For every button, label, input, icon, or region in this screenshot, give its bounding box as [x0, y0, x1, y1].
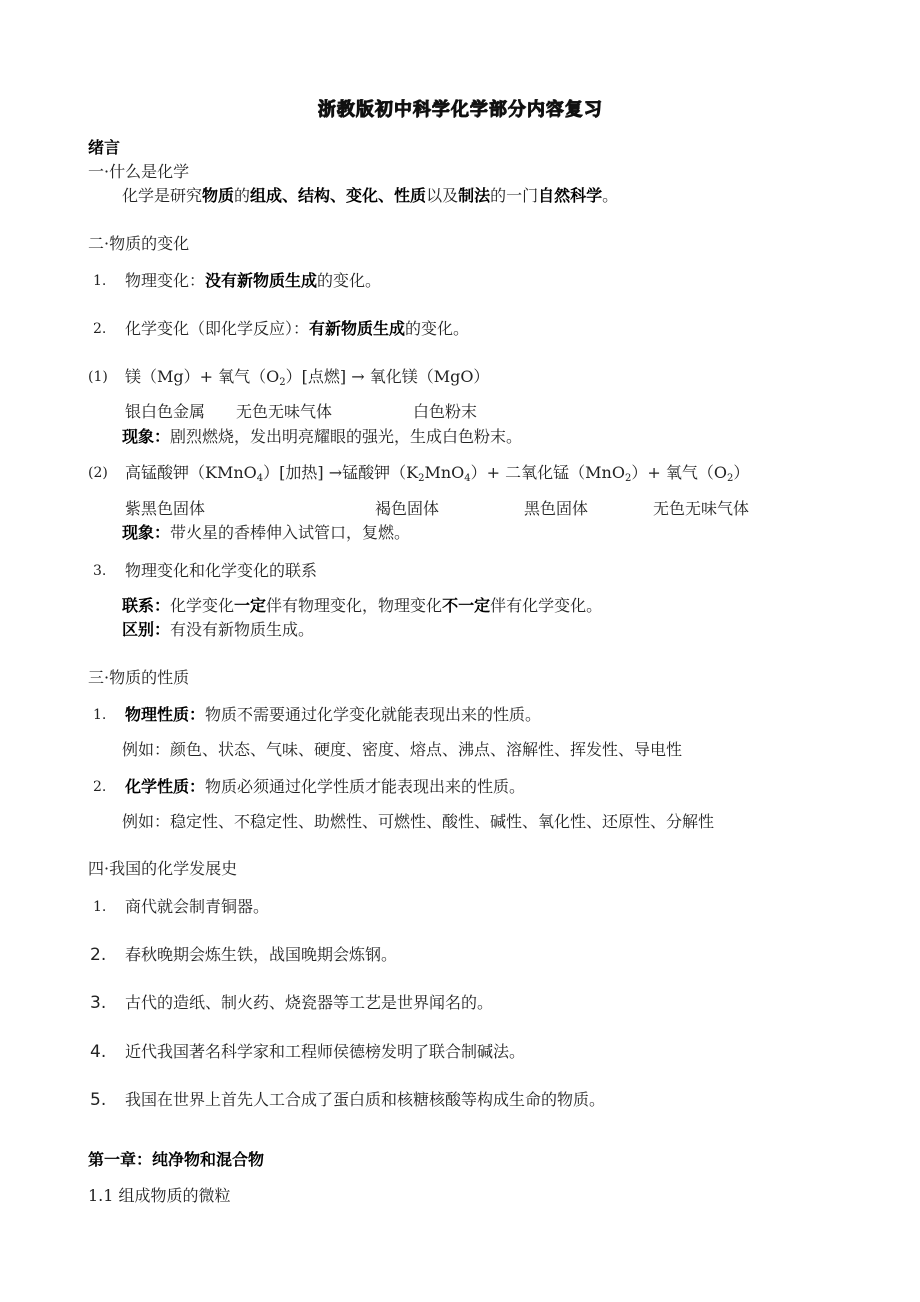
equation-number: (1): [88, 369, 108, 385]
substance-desc: 黑色固体: [524, 499, 589, 518]
reactant-desc: 银白色金属: [125, 402, 206, 421]
history-item: 商代就会制青铜器。: [125, 897, 270, 916]
list-number: 3.: [90, 993, 107, 1013]
list-number: 2.: [93, 779, 107, 795]
reactant-desc: 无色无味气体: [236, 402, 333, 421]
relation-link: 联系：化学变化一定伴有物理变化，物理变化不一定伴有化学变化。: [122, 596, 603, 615]
phenomenon-1: 现象：剧烈燃烧，发出明亮耀眼的强光，生成白色粉末。: [122, 427, 523, 446]
history-item: 我国在世界上首先人工合成了蛋白质和核糖核酸等构成生命的物质。: [125, 1090, 606, 1109]
physical-change-def: 物理变化：没有新物质生成的变化。: [125, 271, 382, 290]
list-number: 1.: [93, 273, 107, 289]
substance-desc: 紫黑色固体: [125, 499, 206, 518]
history-item: 春秋晚期会炼生铁，战国晚期会炼钢。: [125, 945, 398, 964]
section-3-title: 三·物质的性质: [88, 668, 190, 687]
list-number: 1.: [93, 707, 107, 723]
page-title: 浙教版初中科学化学部分内容复习: [317, 99, 603, 120]
substance-desc: 无色无味气体: [653, 499, 750, 518]
section-1-title: 一·什么是化学: [88, 162, 190, 181]
equation-permanganate: 高锰酸钾（KMnO$_4$）[加热] →锰酸钾$(K_2MnO_4)+$ 二氧化锰（MnO$_2$）+ 氧气$(O_2)$: [125, 463, 750, 484]
list-number: 2.: [90, 945, 107, 965]
list-number: 5.: [90, 1090, 107, 1110]
substance-desc: 褐色固体: [375, 499, 440, 518]
list-number: 4.: [90, 1042, 107, 1062]
chapter-1-heading: 第一章：纯净物和混合物: [88, 1150, 265, 1169]
relation-heading: 物理变化和化学变化的联系: [125, 561, 318, 580]
relation-difference: 区别：有没有新物质生成。: [122, 620, 315, 639]
physical-property-def: 物理性质：物质不需要通过化学变化就能表现出来的性质。: [125, 705, 542, 724]
chemical-change-def: 化学变化（即化学反应）：有新物质生成的变化。: [125, 319, 470, 338]
chapter-1-sub-heading: 1.1 组成物质的微粒: [88, 1186, 231, 1205]
list-number: 1.: [93, 899, 107, 915]
product-desc: 白色粉末: [413, 402, 478, 421]
intro-heading: 绪言: [88, 138, 121, 157]
equation-number: (2): [88, 465, 108, 481]
history-item: 近代我国著名科学家和工程师侯德榜发明了联合制碱法。: [125, 1042, 526, 1061]
chemical-property-example: 例如：稳定性、不稳定性、助燃性、可燃性、酸性、碱性、氧化性、还原性、分解性: [122, 812, 715, 831]
section-4-title: 四·我国的化学发展史: [88, 859, 238, 878]
list-number: 3.: [93, 563, 107, 579]
chemistry-definition: 化学是研究物质的组成、结构、变化、性质以及制法的一门自然科学。: [122, 186, 619, 205]
chemical-property-def: 化学性质：物质必须通过化学性质才能表现出来的性质。: [125, 777, 526, 796]
section-2-title: 二·物质的变化: [88, 234, 190, 253]
list-number: 2.: [93, 321, 107, 337]
physical-property-example: 例如：颜色、状态、气味、硬度、密度、熔点、沸点、溶解性、挥发性、导电性: [122, 740, 683, 759]
phenomenon-2: 现象：带火星的香棒伸入试管口，复燃。: [122, 523, 411, 542]
history-item: 古代的造纸、制火药、烧瓷器等工艺是世界闻名的。: [125, 993, 494, 1012]
equation-magnesium: 镁（Mg）+ 氧气$(O_2)$[点燃] → 氧化镁（MgO）: [125, 367, 490, 388]
